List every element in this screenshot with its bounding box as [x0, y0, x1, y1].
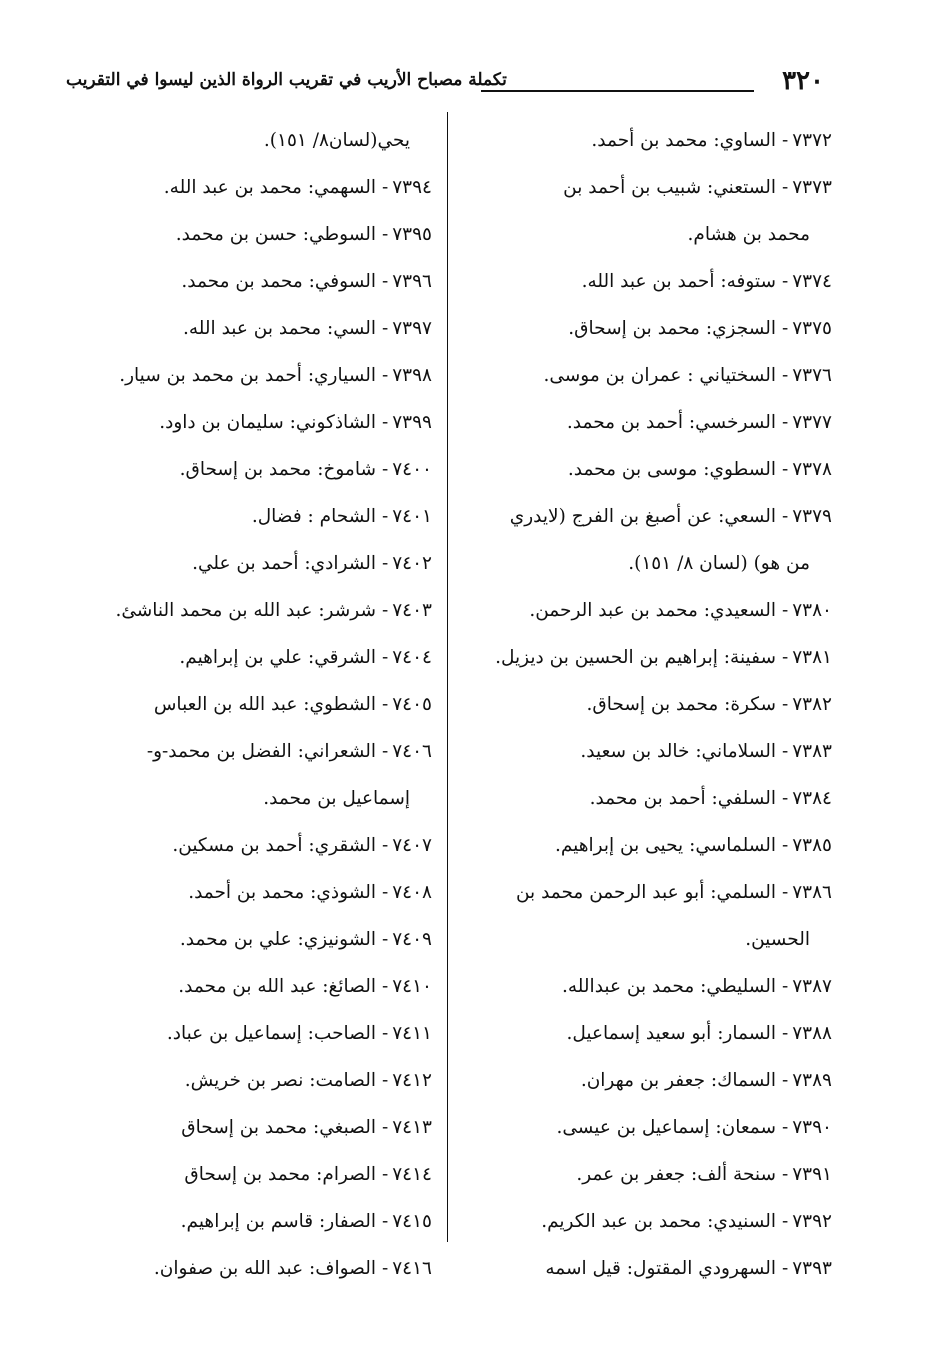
entry: [62, 916, 432, 963]
entry-text: السلمي: أبو عبد الرحمن محمد بن: [515, 882, 776, 903]
entry-number: ٧٤٠١: [392, 506, 432, 527]
entry-text: السمار: أبو سعيد إسماعيل.: [566, 1023, 776, 1044]
entry: [472, 493, 832, 540]
entry: [62, 634, 432, 681]
entry-number: ٧٤١٥: [392, 1211, 432, 1232]
entry-dash: -: [781, 1117, 789, 1138]
entry-dash: -: [381, 459, 389, 480]
entry-text: الصواف: عبد الله بن صفوان.: [153, 1258, 376, 1279]
entry-dash: -: [781, 506, 789, 527]
entry: [472, 1198, 832, 1245]
entry-dash: -: [381, 647, 389, 668]
entry-number: ٧٤٠٧: [392, 835, 432, 856]
entry-text: السختياني : عمران بن موسى.: [543, 365, 776, 386]
entry-text: السجزي: محمد بن إسحاق.: [568, 318, 776, 339]
entry: [62, 1198, 432, 1245]
entry-dash: -: [781, 177, 789, 198]
page-header: [66, 66, 824, 106]
entry-text: الشعراني: الفضل بن محمد-و-: [146, 741, 376, 762]
entry-dash: -: [781, 694, 789, 715]
entry-dash: -: [781, 788, 789, 809]
entry-dash: -: [381, 976, 389, 997]
entry-number: ٧٣٧٤: [792, 271, 832, 292]
entry: [472, 728, 832, 775]
entry-text: السليطي: محمد بن عبدالله.: [562, 976, 776, 997]
entry-number: ٧٣٩٦: [392, 271, 432, 292]
entry: [62, 963, 432, 1010]
entry-number: ٧٣٧٦: [792, 365, 832, 386]
entry-dash: -: [781, 1023, 789, 1044]
entry-number: ٧٣٨٧: [792, 976, 832, 997]
entry-dash: -: [381, 929, 389, 950]
entry-number: ٧٣٩٤: [392, 177, 432, 198]
entry-text: الشرقي: علي بن إبراهيم.: [179, 647, 376, 668]
entry: [472, 446, 832, 493]
entry-text: يحي(لسان٨/ ١٥١).: [263, 130, 410, 151]
entry-text: الحسين.: [745, 929, 810, 950]
right-column: [472, 117, 832, 1292]
entry: [472, 164, 832, 211]
entry-number: ٧٣٩٠: [792, 1117, 832, 1138]
entry-number: ٧٤١٣: [392, 1117, 432, 1138]
entry-dash: -: [381, 1211, 389, 1232]
entry-text: ستوفه: أحمد بن عبد الله.: [581, 271, 776, 292]
entry-dash: -: [781, 647, 789, 668]
entry: [62, 305, 432, 352]
entry-dash: -: [381, 1258, 389, 1279]
entry: [472, 305, 832, 352]
entry: [62, 1245, 432, 1292]
entry: [472, 775, 832, 822]
entry-dash: -: [781, 741, 789, 762]
entry-text: الصبغي: محمد بن إسحاق: [181, 1117, 376, 1138]
entry-text: السلماسي: يحيى بن إبراهيم.: [554, 835, 776, 856]
entry-dash: -: [381, 506, 389, 527]
entry-number: ٧٣٨٥: [792, 835, 832, 856]
entry-dash: -: [381, 224, 389, 245]
entry: [472, 1010, 832, 1057]
entry-text: الساوي: محمد بن أحمد.: [591, 130, 776, 151]
entry-dash: -: [381, 318, 389, 339]
entry-dash: -: [781, 835, 789, 856]
entry-number: ٧٤٠٤: [392, 647, 432, 668]
entry: [472, 1057, 832, 1104]
entry-dash: -: [781, 412, 789, 433]
entry-dash: -: [381, 1117, 389, 1138]
entry-dash: -: [781, 1211, 789, 1232]
entry: [62, 869, 432, 916]
entry-number: ٧٣٧٧: [792, 412, 832, 433]
entry: [62, 540, 432, 587]
entry-number: ٧٤٠٨: [392, 882, 432, 903]
entry-number: ٧٤١٦: [392, 1258, 432, 1279]
entry: [472, 352, 832, 399]
entry-dash: -: [781, 318, 789, 339]
entry: [472, 399, 832, 446]
entry-text: السطوي: موسى بن محمد.: [567, 459, 776, 480]
running-title: تكملة مصباح الأريب في تقريب الرواة الذين ليسوا في التقريب: [66, 70, 507, 90]
entry: [62, 822, 432, 869]
entry-dash: -: [381, 741, 389, 762]
entry-number: ٧٤١٢: [392, 1070, 432, 1091]
entry-text: الصفار: قاسم بن إبراهيم.: [180, 1211, 376, 1232]
entry-dash: -: [781, 459, 789, 480]
entry-text: السي: محمد بن عبد الله.: [183, 318, 376, 339]
entry-text: الشقري: أحمد بن مسكين.: [172, 835, 376, 856]
entry-text: الستعني: شبيب بن أحمد بن: [563, 177, 776, 198]
entry: [472, 681, 832, 728]
entry-dash: -: [781, 1070, 789, 1091]
entry-number: ٧٣٩١: [792, 1164, 832, 1185]
entry-number: ٧٤٠٣: [392, 600, 432, 621]
entry: [62, 681, 432, 728]
entry-text: الصاحب: إسماعيل بن عباد.: [166, 1023, 376, 1044]
entry-number: ٧٤٠٩: [392, 929, 432, 950]
entry-number: ٧٣٧٨: [792, 459, 832, 480]
entry-number: ٧٣٨٠: [792, 600, 832, 621]
entry: [472, 1104, 832, 1151]
entry-number: ٧٤٠٥: [392, 694, 432, 715]
entry: [472, 869, 832, 916]
entry: [62, 1151, 432, 1198]
entry-text: السلاماني: خالد بن سعيد.: [580, 741, 776, 762]
entry-number: ٧٣٧٢: [792, 130, 832, 151]
entry-dash: -: [781, 882, 789, 903]
entry-number: ٧٤٠٠: [392, 459, 432, 480]
entry-text: الصرام: محمد بن إسحاق: [184, 1164, 376, 1185]
entry: [472, 1151, 832, 1198]
entry-continuation: [472, 211, 832, 258]
entry-text: الصائغ: عبد الله بن محمد.: [178, 976, 376, 997]
entry: [62, 258, 432, 305]
entry-number: ٧٣٧٣: [792, 177, 832, 198]
entry-dash: -: [381, 835, 389, 856]
entry: [62, 1010, 432, 1057]
entry-text: الشاذكوني: سليمان بن داود.: [159, 412, 376, 433]
page-number: ٣٢٠: [782, 66, 824, 96]
entry: [62, 1104, 432, 1151]
entry-number: ٧٣٨٢: [792, 694, 832, 715]
entry-number: ٧٣٩٢: [792, 1211, 832, 1232]
entry-text: الشونيزي: علي بن محمد.: [179, 929, 376, 950]
entry: [62, 728, 432, 775]
entry-text: السنيدي: محمد بن عبد الكريم.: [541, 1211, 776, 1232]
entry-dash: -: [381, 1070, 389, 1091]
entry-dash: -: [381, 553, 389, 574]
column-divider: [447, 112, 448, 1242]
entry-text: شاموخ: محمد بن إسحاق.: [179, 459, 376, 480]
entry-text: سمعان: إسماعيل بن عيسى.: [556, 1117, 776, 1138]
entry: [62, 446, 432, 493]
entry: [62, 493, 432, 540]
entry-number: ٧٣٨٣: [792, 741, 832, 762]
entry-text: سفينة: إبراهيم بن الحسين بن ديزيل.: [495, 647, 776, 668]
entry-text: السياري: أحمد بن محمد بن سيار.: [119, 365, 376, 386]
entry-dash: -: [381, 694, 389, 715]
entry-text: السماك: جعفر بن مهران.: [580, 1070, 776, 1091]
entry-dash: -: [381, 882, 389, 903]
entry-text: الشوذي: محمد بن أحمد.: [188, 882, 376, 903]
entry-number: ٧٤١٠: [392, 976, 432, 997]
entry-continuation: [62, 775, 432, 822]
entry-text: من هو) (لسان ٨/ ١٥١).: [628, 553, 810, 574]
entry-number: ٧٣٧٩: [792, 506, 832, 527]
entry-number: ٧٤١٤: [392, 1164, 432, 1185]
entry-dash: -: [381, 600, 389, 621]
entry-dash: -: [781, 365, 789, 386]
entry-continuation: [472, 540, 832, 587]
entry-text: السعي: عن أصبغ بن الفرج (لايدري: [509, 506, 776, 527]
entry-continuation: [62, 117, 432, 164]
entry-continuation: [472, 916, 832, 963]
entry-text: الشطوي: عبد الله بن العباس: [153, 694, 376, 715]
entry-number: ٧٣٩٥: [392, 224, 432, 245]
entry: [62, 164, 432, 211]
entry-dash: -: [381, 271, 389, 292]
entry-text: الصامت: نصر بن خريش.: [184, 1070, 376, 1091]
entry-text: السهمي: محمد بن عبد الله.: [163, 177, 376, 198]
entry: [472, 117, 832, 164]
entry-dash: -: [781, 1164, 789, 1185]
entry: [472, 1245, 832, 1292]
entry: [472, 258, 832, 305]
entry-number: ٧٣٨٤: [792, 788, 832, 809]
entry: [472, 963, 832, 1010]
entry-number: ٧٣٨١: [792, 647, 832, 668]
entry-text: سنحة ألف: جعفر بن عمر.: [576, 1164, 776, 1185]
entry-number: ٧٣٩٩: [392, 412, 432, 433]
entry-text: السرخسي: أحمد بن محمد.: [566, 412, 776, 433]
entry: [472, 587, 832, 634]
entry-dash: -: [381, 412, 389, 433]
entry-text: السوفي: محمد بن محمد.: [181, 271, 376, 292]
entry-number: ٧٣٩٧: [392, 318, 432, 339]
entry-number: ٧٤٠٦: [392, 741, 432, 762]
entry-dash: -: [381, 1023, 389, 1044]
entry-text: السوطي: حسن بن محمد.: [175, 224, 376, 245]
entry: [62, 1057, 432, 1104]
entry-dash: -: [781, 1258, 789, 1279]
entry-text: إسماعيل بن محمد.: [263, 788, 410, 809]
entry-number: ٧٣٨٨: [792, 1023, 832, 1044]
entry: [62, 352, 432, 399]
entry-number: ٧٤٠٢: [392, 553, 432, 574]
entry-dash: -: [781, 976, 789, 997]
left-column: [62, 117, 432, 1292]
entry-text: الشرادي: أحمد بن علي.: [192, 553, 376, 574]
entry: [62, 587, 432, 634]
entry-number: ٧٣٨٦: [792, 882, 832, 903]
entry-dash: -: [781, 600, 789, 621]
entry-dash: -: [381, 365, 389, 386]
entry-number: ٧٣٧٥: [792, 318, 832, 339]
entry-text: محمد بن هشام.: [687, 224, 810, 245]
entry-text: سكرة: محمد بن إسحاق.: [586, 694, 776, 715]
header-rule: [481, 90, 754, 92]
entry-dash: -: [781, 271, 789, 292]
entry-dash: -: [381, 177, 389, 198]
entry-text: شرشر: عبد الله بن محمد الناشئ.: [115, 600, 376, 621]
entry-text: الشحام : فضال.: [251, 506, 376, 527]
entry-number: ٧٣٩٨: [392, 365, 432, 386]
entry: [472, 634, 832, 681]
entry-text: السهرودي المقتول: قيل اسمه: [545, 1258, 776, 1279]
entry-dash: -: [381, 1164, 389, 1185]
entry-number: ٧٣٩٣: [792, 1258, 832, 1279]
entry-text: السعيدي: محمد بن عبد الرحمن.: [529, 600, 776, 621]
entry: [62, 399, 432, 446]
entry: [62, 211, 432, 258]
entry-number: ٧٤١١: [392, 1023, 432, 1044]
entry: [472, 822, 832, 869]
entry-dash: -: [781, 130, 789, 151]
entry-text: السلفي: أحمد بن محمد.: [589, 788, 776, 809]
entry-number: ٧٣٨٩: [792, 1070, 832, 1091]
